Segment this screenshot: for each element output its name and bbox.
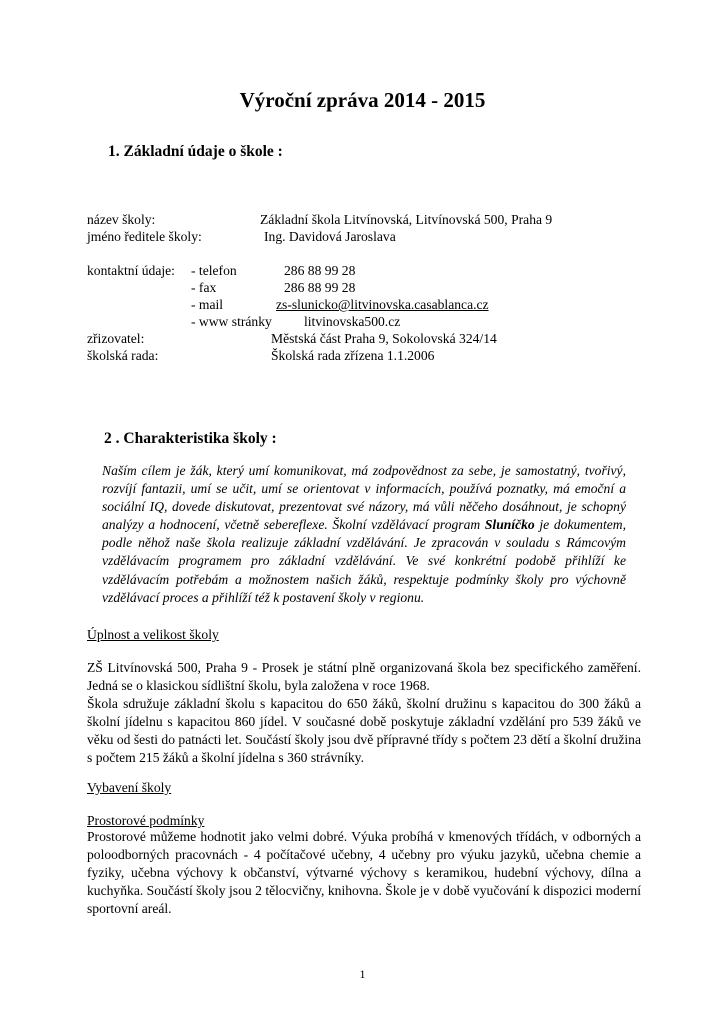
www-value: litvinovska500.cz [304, 314, 401, 329]
zrizovatel-value: Městská část Praha 9, Sokolovská 324/14 [271, 331, 497, 346]
document-title: Výroční zpráva 2014 - 2015 [239, 88, 486, 112]
uplnost-heading: Úplnost a velikost školy [87, 627, 219, 642]
section2-heading: 2 . Charakteristika školy : [104, 430, 277, 447]
vybaveni-heading: Vybavení školy [87, 780, 172, 795]
section1-heading: 1. Základní údaje o škole : [108, 143, 283, 160]
fax-label: - fax [191, 280, 217, 295]
prostorove-paragraph: Prostorové můžeme hodnotit jako velmi dobré. Výuka probíhá v kmenových třídách, v odborných a poloodborných pracovnách - 4 počítačové učebny, 4 učebny pro výuku jazyků, učebna chemie a fyziky, učebna výchovy k občanství, výtvarné výchovy s keramikou, hudební výchovy, dílna a kuchyňka. Součástí školy jsou 2 tělocvičny, knihovna. Škole je v době vyučování k dispozici moderní sportovní areál. [87, 829, 641, 917]
mail-link[interactable]: zs-slunicko@litvinovska.casablanca.cz [276, 297, 489, 312]
prostorove-heading: Prostorové podmínky [87, 813, 205, 828]
telefon-value: 286 88 99 28 [284, 263, 356, 278]
reditel-label: jméno ředitele školy: [87, 229, 202, 244]
zrizovatel-label: zřizovatel: [87, 331, 145, 346]
nazev-value: Základní škola Litvínovská, Litvínovská 500, Praha 9 [260, 212, 553, 227]
fax-value: 286 88 99 28 [284, 280, 356, 295]
program-name: Sluníčko [484, 517, 535, 533]
nazev-label: název školy: [87, 212, 156, 227]
reditel-value: Ing. Davidová Jaroslava [264, 229, 396, 244]
section2-intro [102, 462, 626, 607]
kontakt-label: kontaktní údaje: [87, 263, 175, 278]
rada-label: školská rada: [87, 348, 159, 363]
page-number: 1 [359, 967, 366, 981]
www-label: - www stránky [191, 314, 272, 329]
intro-text-1: Naším cílem je žák, který umí komunikovat, má zodpovědnost za sebe, je samostatný, tvořivý, rozvíjí fantazii, umí se učit, umí se orientovat v informacích, používá poznatky, má emoční a sociální IQ, dovede diskutovat, prezentovat své názory, má vůli něčeho dosáhnout, je schopný analýzy a hodnocení, včetně sebereflexe. Školní vzdělávací program [102, 463, 626, 533]
telefon-label: - telefon [191, 263, 237, 278]
mail-label: - mail [191, 297, 224, 312]
intro-text-2: je dokumentem, podle něhož naše škola realizuje základní vzdělávání. Je zpracován v souladu s Rámcovým vzdělávacím programem pro základní vzdělávání. Ve své konkrétní podobě přihlíží ke vzdělávacím potřebám a možnostem našich žáků, respektuje podmínky školy pro výchovně vzdělávací proces a přihlíží též k postavení školy v regionu. [102, 517, 626, 605]
uplnost-paragraph-1: ZŠ Litvínovská 500, Praha 9 - Prosek je státní plně organizovaná škola bez specifického zaměření. Jedná se o klasickou sídlištní školu, byla založena v roce 1968. [87, 660, 641, 694]
uplnost-paragraph-2: Škola sdružuje základní školu s kapacitou do 650 žáků, školní družinu s kapacitou do 300 žáků a školní jídelnu s kapacitou 860 jídel. V současné době poskytuje základní vzdělání pro 539 žáků ve věku od šesti do patnácti let. Součástí školy jsou dvě přípravné třídy s počtem 23 dětí a školní družina s počtem 215 žáků a školní jídelna s 360 strávníky. [87, 696, 641, 766]
rada-value: Školská rada zřízena 1.1.2006 [271, 348, 435, 363]
